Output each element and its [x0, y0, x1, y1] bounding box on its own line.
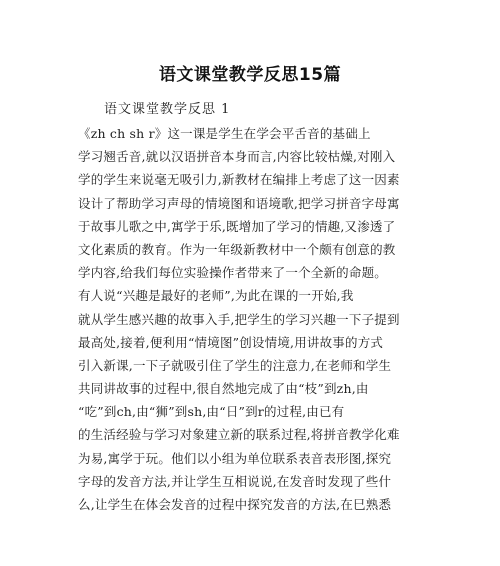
document-title: 语文课堂教学反思15篇	[158, 65, 342, 85]
text-line: 学的学生来说毫无吸引力,新教材在编排上考虑了这一因素	[78, 172, 400, 188]
section-heading: 语文课堂教学反思 1	[104, 102, 231, 117]
text-line: 最高处,接着,便利用“情境图”创设情境,用讲故事的方式	[78, 334, 384, 350]
body-text	[78, 122, 438, 516]
text-line: 《zh ch sh r》这一课是学生在学会平舌音的基础上	[78, 126, 371, 141]
text-line: 于故事儿歌之中,寓学于乐,既增加了学习的情趣,又渗透了	[78, 218, 396, 234]
text-line: 的生活经验与学习对象建立新的联系过程,将拼音教学化难	[78, 427, 400, 443]
text-line: 设计了帮助学习声母的情境图和语境歌,把学习拼音字母寓	[78, 195, 400, 211]
text-line: 引入新课,一下子就吸引住了学生的注意力,在老师和学生	[78, 357, 392, 373]
text-line: 为易,寓学于玩。他们以小组为单位联系表音表形图,探究	[78, 450, 392, 466]
text-line: 么,让学生在体会发音的过程中探究发音的方法,在巳熟悉	[78, 497, 392, 512]
text-line: 学内容,给我们每位实验操作者带来了一个全新的命题。	[78, 265, 387, 281]
text-line: 共同讲故事的过程中,很自然地完成了由“枝”到zh,由	[78, 381, 369, 397]
text-line: “吃”到ch,由“狮”到sh,由“日”到r的过程,由已有	[78, 404, 345, 420]
text-line: 文化素质的教育。作为一年级新教材中一个颇有创意的教	[78, 241, 396, 257]
text-line: 就从学生感兴趣的故事入手,把学生的学习兴趣一下子提到	[78, 311, 400, 327]
text-line: 有人说“兴趣是最好的老师”,为此在课的一开始,我	[78, 288, 354, 304]
text-line: 学习翘舌音,就以汉语拼音本身而言,内容比较枯燥,对刚入	[78, 149, 396, 165]
text-line: 字母的发音方法,并让学生互相说说,在发音时发现了些什	[78, 473, 392, 489]
